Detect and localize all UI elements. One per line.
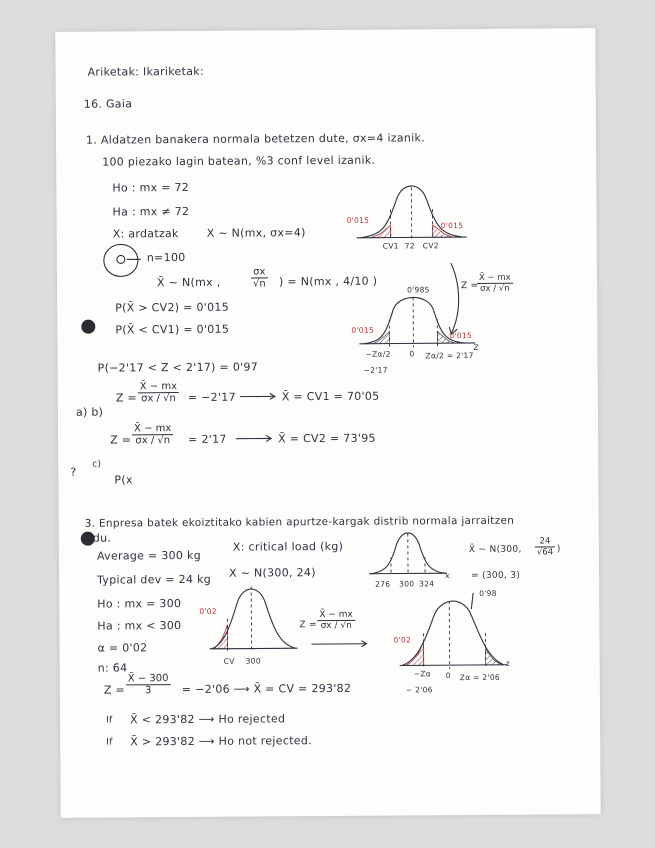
ex3-g3-pos: Zα = 2'06: [459, 672, 501, 683]
ex1-transform-fraction: $\frac{X̄ - mx}{\sigma x / √n}$: [477, 273, 513, 294]
ex1-g2-pos: Zα/2 = 2'17: [425, 350, 474, 361]
ex3-statement-line2: du.: [92, 531, 112, 545]
ex3-z-fraction: $\frac{X̄ - 300}{3}$: [126, 673, 171, 696]
ex1-alt-hypothesis: Ha : mx ≠ 72: [112, 204, 190, 219]
ex3-g1-mean: 300: [399, 579, 415, 589]
ex3-g2-mean: 300: [245, 656, 261, 666]
ex1-g1-tail-left: 0'015: [346, 215, 370, 225]
ex3-z-label: Z =: [103, 683, 126, 697]
section-title: 16. Gaia: [83, 97, 133, 111]
ex3-g2-tail: 0'02: [199, 606, 217, 616]
ex1-part-ab-label: a) b): [75, 405, 104, 419]
ex1-g2-zero: 0: [409, 349, 415, 359]
circled-o-mark: [101, 241, 145, 281]
ex1-prob-interval: P(−2'17 < Z < 2'17) = 0'97: [97, 360, 259, 375]
ex1-g2-axis: Z: [473, 342, 479, 352]
question-mark: ?: [70, 465, 77, 479]
ex1-z2-result: = 2'17: [188, 432, 227, 446]
ex1-xbar-dist-post: ) = N(mx , 4/10 ): [278, 274, 378, 289]
ex3-g1-axis: x: [445, 571, 450, 581]
ex1-g1-cv1: CV1: [382, 241, 399, 251]
ex3-g3-axis: z: [505, 658, 510, 668]
arrow-icon: [234, 434, 274, 442]
notebook-page: [55, 28, 600, 818]
arrow-icon: [238, 392, 278, 400]
ex1-z2-fraction: $\frac{X̄ - mx}{\sigma x / √n}$: [132, 423, 173, 446]
ex3-null-hypothesis: Ho : mx = 300: [97, 597, 182, 611]
ex1-null-hypothesis: Ho : mx = 72: [112, 180, 190, 195]
ex1-g2-tail-left: 0'015: [351, 325, 375, 335]
ex3-g3-top: 0'98: [479, 588, 497, 598]
ex3-g3-neg-value: − 2'06: [405, 685, 433, 695]
ex1-g1-mean: 72: [404, 241, 415, 251]
ex1-g2-neg-value: −2'17: [363, 365, 388, 375]
ex3-rule2: X̄ > 293'82 ⟶ Ho not rejected.: [130, 734, 312, 749]
ex3-alpha: α = 0'02: [97, 641, 148, 655]
ex3-z-result: = −2'06 ⟶ X̄ = CV = 293'82: [181, 681, 352, 697]
ex1-z1-result: = −2'17: [187, 390, 236, 404]
ex3-g3-tail: 0'02: [393, 635, 412, 645]
ex1-z1-fraction: $\frac{X̄ - mx}{\sigma x / √n}$: [138, 381, 179, 404]
ex1-prob-upper: P(X̄ > CV2) = 0'015: [115, 300, 230, 315]
ex3-g2-cv: CV: [223, 656, 235, 666]
ex1-g1-cv2: CV2: [422, 241, 439, 251]
ex1-prob-lower: P(X̄ < CV1) = 0'015: [115, 322, 230, 337]
ex1-statement-line1: 1. Aldatzen banakera normala betetzen dute, σx=4 izanik.: [85, 131, 426, 147]
bullet-dot: [81, 320, 95, 334]
ex1-g2-center: 0'985: [407, 285, 430, 295]
ex3-distribution: X ~ N(300, 24): [229, 566, 316, 580]
ex3-g1-high: 324: [419, 579, 435, 589]
ex3-variable: X: critical load (kg): [232, 539, 344, 554]
ex1-part-c-label: c): [92, 459, 102, 470]
ex3-transform-fraction: $\frac{X̄ - mx}{\sigma x / √n}$: [317, 610, 355, 631]
ex3-xbar-eq: = (300, 3): [471, 570, 521, 582]
arrow-icon: [310, 640, 370, 648]
ex1-xbar-dist-fraction: $\frac{\sigma x}{√n}$: [251, 266, 268, 289]
ex1-statement-line2: 100 piezako lagin batean, %3 conf level izanik.: [102, 153, 376, 169]
ex3-xbar-dist-post: ): [556, 544, 561, 555]
ex1-z2-label: Z =: [110, 433, 132, 447]
ex1-variable: X: ardatzak: [112, 227, 179, 241]
ex3-g3-neg: −Zα: [413, 669, 432, 679]
ex3-g3-zero: 0: [445, 671, 451, 681]
ex3-normal-curve-z: [399, 593, 510, 681]
ex1-g2-neg: −Zα/2: [365, 349, 391, 359]
ex3-rule1-if: If: [106, 715, 113, 726]
ex1-part-c-prob: P(x: [114, 473, 133, 487]
ex3-statement-line1: 3. Enpresa batek ekoiztitako kabien apurtze-kargak distrib normala jarraitzen: [84, 514, 515, 530]
ex1-g2-tail-right: 0'015: [449, 330, 473, 341]
ex1-xbar-dist-pre: X̄ ~ N(mx ,: [156, 275, 221, 290]
ex3-rule1: X̄ < 293'82 ⟶ Ho rejected: [130, 712, 286, 727]
ex3-average: Average = 300 kg: [96, 548, 201, 563]
ex3-normal-curve-x: [369, 529, 449, 584]
ex3-alt-hypothesis: Ha : mx < 300: [97, 619, 182, 633]
ex1-cv2-value: X̄ = CV2 = 73'95: [278, 431, 376, 446]
ex3-rule2-if: If: [106, 737, 113, 748]
ex3-transform-label: Z =: [299, 620, 317, 631]
ex3-normal-curve-cv: [209, 582, 300, 659]
ex3-xbar-dist-pre: X̄ ~ N(300,: [468, 544, 522, 556]
ex3-typical-dev: Typical dev = 24 kg: [97, 572, 212, 587]
ex1-transform-label: Z =: [461, 280, 479, 292]
ex1-sample-size: n=100: [146, 250, 186, 265]
ex1-distribution: X ~ N(mx, σx=4): [206, 226, 306, 240]
ex3-sample-size: n: 64: [97, 661, 128, 675]
header-title: Ariketak: Ikariketak:: [87, 64, 204, 79]
ex1-cv1-value: X̄ = CV1 = 70'05: [281, 389, 380, 404]
ex1-g1-tail-right: 0'015: [440, 221, 464, 231]
ex3-g1-low: 276: [375, 579, 391, 589]
ex1-z1-label: Z =: [115, 391, 138, 405]
ex3-xbar-dist-fraction: $\frac{24}{√64}$: [535, 536, 555, 557]
